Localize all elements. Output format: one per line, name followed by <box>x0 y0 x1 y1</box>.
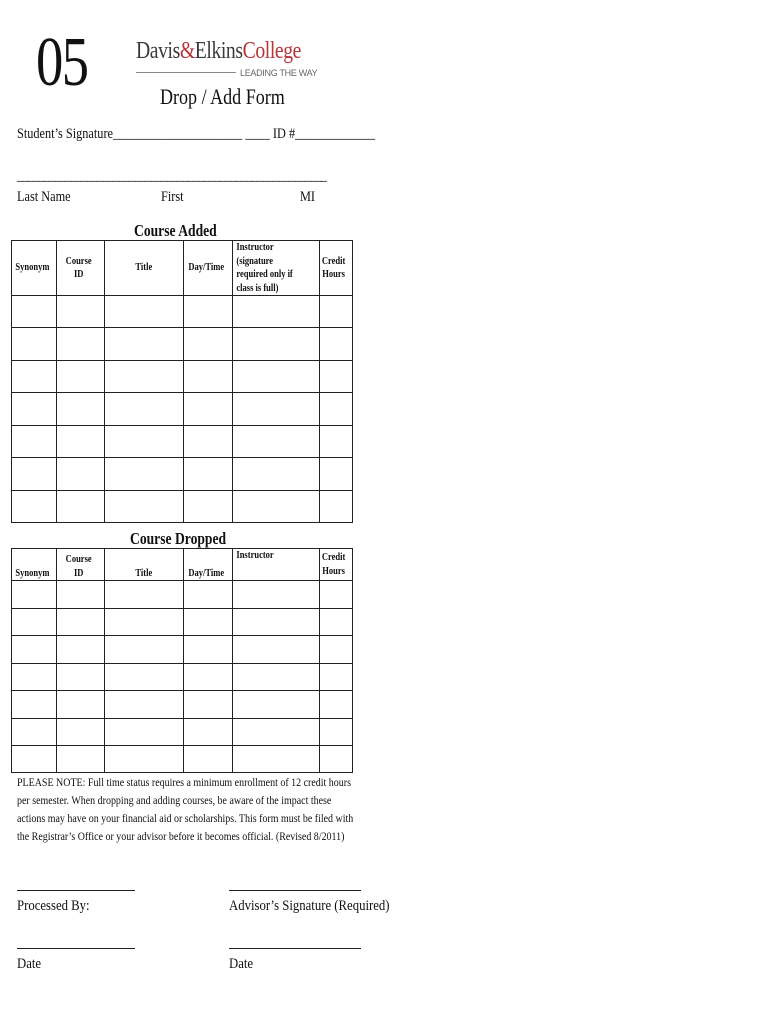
advisor-signature-line[interactable] <box>229 890 361 891</box>
processed-date-line[interactable] <box>17 948 135 949</box>
cell-course-id[interactable] <box>57 296 105 328</box>
cell-day-time[interactable] <box>184 746 233 773</box>
cell-synonym[interactable] <box>12 691 57 719</box>
table-row <box>12 458 353 491</box>
table-row <box>12 746 353 773</box>
cell-title[interactable] <box>105 393 184 426</box>
cell-instructor[interactable] <box>233 361 320 393</box>
cell-course-id[interactable] <box>57 393 105 426</box>
cell-course-id[interactable] <box>57 719 105 746</box>
cell-credit-hours[interactable] <box>320 664 353 691</box>
logo-ampersand: & <box>179 38 195 64</box>
cell-synonym[interactable] <box>12 636 57 664</box>
header-credit-hours: Credit Hours <box>320 241 353 296</box>
cell-credit-hours[interactable] <box>320 393 353 426</box>
college-logo <box>136 38 318 80</box>
cell-day-time[interactable] <box>184 361 233 393</box>
cell-credit-hours[interactable] <box>320 491 353 523</box>
table-row <box>12 296 353 328</box>
cell-day-time[interactable] <box>184 609 233 636</box>
cell-day-time[interactable] <box>184 458 233 491</box>
table-row <box>12 719 353 746</box>
table-row <box>12 361 353 393</box>
cell-instructor[interactable] <box>233 581 320 609</box>
cell-course-id[interactable] <box>57 458 105 491</box>
logo-word-davis: Davis <box>136 38 180 64</box>
cell-instructor[interactable] <box>233 609 320 636</box>
header-instructor: Instructor <box>233 549 320 581</box>
cell-course-id[interactable] <box>57 664 105 691</box>
logo-tagline: LEADING THE WAY <box>240 68 318 78</box>
cell-credit-hours[interactable] <box>320 458 353 491</box>
header-course-id: Course ID <box>57 549 105 581</box>
cell-title[interactable] <box>105 458 184 491</box>
cell-day-time[interactable] <box>184 328 233 361</box>
course-added-header-row <box>12 241 353 296</box>
logo-word-elkins: Elkins <box>194 38 243 64</box>
table-row <box>12 491 353 523</box>
please-note-paragraph: PLEASE NOTE: Full time status requires a minimum enrollment of 12 credit hours per semester. When dropping and adding courses, be aware of the impact these actions may have on your financial aid or scholarships. This form must be filed with the Registrar’s Office or your advisor before it becomes official. (Revised 8/2011) <box>17 776 354 843</box>
last-name-label: Last Name <box>17 189 71 205</box>
cell-synonym[interactable] <box>12 609 57 636</box>
course-dropped-table <box>11 548 353 773</box>
cell-day-time[interactable] <box>184 393 233 426</box>
cell-course-id[interactable] <box>57 581 105 609</box>
cell-instructor[interactable] <box>233 296 320 328</box>
logo-rule <box>136 72 236 73</box>
cell-course-id[interactable] <box>57 746 105 773</box>
header-synonym: Synonym <box>12 549 57 581</box>
table-row <box>12 393 353 426</box>
course-dropped-heading: Course Dropped <box>130 529 227 548</box>
cell-day-time[interactable] <box>184 581 233 609</box>
header-day-time: Day/Time <box>184 241 233 296</box>
cell-synonym[interactable] <box>12 581 57 609</box>
cell-course-id[interactable] <box>57 609 105 636</box>
cell-title[interactable] <box>105 636 184 664</box>
cell-synonym[interactable] <box>12 458 57 491</box>
cell-synonym[interactable] <box>12 719 57 746</box>
cell-credit-hours[interactable] <box>320 719 353 746</box>
header-course-id: Course ID <box>57 241 105 296</box>
table-row <box>12 328 353 361</box>
cell-synonym[interactable] <box>12 426 57 458</box>
cell-instructor[interactable] <box>233 636 320 664</box>
cell-credit-hours[interactable] <box>320 746 353 773</box>
cell-instructor[interactable] <box>233 458 320 491</box>
cell-day-time[interactable] <box>184 296 233 328</box>
cell-credit-hours[interactable] <box>320 426 353 458</box>
cell-synonym[interactable] <box>12 296 57 328</box>
middle-initial-label: MI <box>300 189 316 205</box>
first-name-label: First <box>161 189 184 205</box>
header-day-time: Day/Time <box>184 549 233 581</box>
logo-word-college: College <box>242 38 301 64</box>
table-row <box>12 426 353 458</box>
form-title: Drop / Add Form <box>160 84 285 109</box>
header-title: Title <box>105 549 184 581</box>
cell-credit-hours[interactable] <box>320 609 353 636</box>
cell-synonym[interactable] <box>12 328 57 361</box>
advisor-date-line[interactable] <box>229 948 361 949</box>
cell-instructor[interactable] <box>233 691 320 719</box>
student-signature-id-line[interactable]: Student’s Signature_____________________ ____ ID #_____________ <box>17 126 376 142</box>
cell-instructor[interactable] <box>233 426 320 458</box>
cell-day-time[interactable] <box>184 636 233 664</box>
cell-instructor[interactable] <box>233 491 320 523</box>
cell-course-id[interactable] <box>57 361 105 393</box>
cell-title[interactable] <box>105 664 184 691</box>
cell-title[interactable] <box>105 581 184 609</box>
cell-instructor[interactable] <box>233 746 320 773</box>
cell-credit-hours[interactable] <box>320 636 353 664</box>
header-title: Title <box>105 241 184 296</box>
course-dropped-header-row <box>12 549 353 581</box>
table-row <box>12 664 353 691</box>
course-added-heading: Course Added <box>134 221 217 240</box>
table-row <box>12 581 353 609</box>
cell-course-id[interactable] <box>57 636 105 664</box>
cell-synonym[interactable] <box>12 664 57 691</box>
cell-title[interactable] <box>105 491 184 523</box>
advisor-signature-label: Advisor’s Signature (Required) <box>229 898 390 914</box>
cell-synonym[interactable] <box>12 491 57 523</box>
cell-title[interactable] <box>105 426 184 458</box>
header-credit-hours: Credit Hours <box>320 549 353 581</box>
header-synonym: Synonym <box>12 241 57 296</box>
cell-course-id[interactable] <box>57 426 105 458</box>
name-rule[interactable]: __________________________________________________________ <box>17 168 327 184</box>
cell-title[interactable] <box>105 296 184 328</box>
cell-synonym[interactable] <box>12 393 57 426</box>
cell-instructor[interactable] <box>233 719 320 746</box>
cell-day-time[interactable] <box>184 691 233 719</box>
cell-credit-hours[interactable] <box>320 328 353 361</box>
table-row <box>12 609 353 636</box>
cell-instructor[interactable] <box>233 664 320 691</box>
course-added-table <box>11 240 353 523</box>
cell-day-time[interactable] <box>184 426 233 458</box>
advisor-date-label: Date <box>229 956 254 972</box>
processed-by-signature-line[interactable] <box>17 890 135 891</box>
cell-title[interactable] <box>105 609 184 636</box>
cell-credit-hours[interactable] <box>320 581 353 609</box>
cell-credit-hours[interactable] <box>320 361 353 393</box>
table-row <box>12 636 353 664</box>
cell-title[interactable] <box>105 719 184 746</box>
cell-day-time[interactable] <box>184 664 233 691</box>
processed-date-label: Date <box>17 956 42 972</box>
cell-credit-hours[interactable] <box>320 691 353 719</box>
cell-instructor[interactable] <box>233 328 320 361</box>
cell-title[interactable] <box>105 746 184 773</box>
cell-day-time[interactable] <box>184 491 233 523</box>
cell-course-id[interactable] <box>57 491 105 523</box>
form-number: 05 <box>36 24 88 101</box>
cell-title[interactable] <box>105 328 184 361</box>
cell-instructor[interactable] <box>233 393 320 426</box>
cell-title[interactable] <box>105 361 184 393</box>
cell-title[interactable] <box>105 691 184 719</box>
table-row <box>12 691 353 719</box>
header-instructor: Instructor (signature required only if class is full) <box>233 241 320 296</box>
cell-synonym[interactable] <box>12 746 57 773</box>
cell-day-time[interactable] <box>184 719 233 746</box>
cell-course-id[interactable] <box>57 328 105 361</box>
cell-synonym[interactable] <box>12 361 57 393</box>
cell-credit-hours[interactable] <box>320 296 353 328</box>
processed-by-label: Processed By: <box>17 898 90 914</box>
cell-course-id[interactable] <box>57 691 105 719</box>
